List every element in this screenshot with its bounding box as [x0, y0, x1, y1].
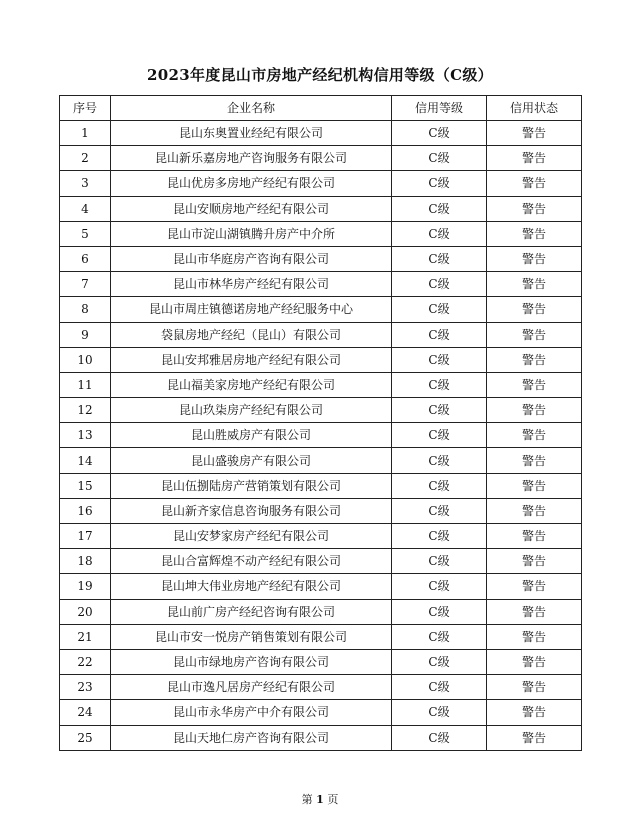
cell-serial-no: 17 [60, 524, 111, 549]
cell-credit-status: 警告 [487, 146, 582, 171]
cell-credit-status: 警告 [487, 725, 582, 750]
cell-credit-grade: C级 [392, 196, 487, 221]
cell-serial-no: 21 [60, 624, 111, 649]
cell-company-name: 昆山市绿地房产咨询有限公司 [111, 649, 392, 674]
cell-credit-status: 警告 [487, 297, 582, 322]
cell-company-name: 昆山市永华房产中介有限公司 [111, 700, 392, 725]
cell-serial-no: 16 [60, 498, 111, 523]
cell-credit-grade: C级 [392, 549, 487, 574]
page-number-prefix: 第 [301, 793, 313, 806]
cell-serial-no: 10 [60, 347, 111, 372]
cell-credit-grade: C级 [392, 171, 487, 196]
cell-company-name: 昆山市林华房产经纪有限公司 [111, 272, 392, 297]
cell-serial-no: 13 [60, 423, 111, 448]
cell-credit-grade: C级 [392, 498, 487, 523]
table-row [60, 121, 582, 146]
credit-rating-table [59, 95, 582, 751]
cell-company-name: 昆山新齐家信息咨询服务有限公司 [111, 498, 392, 523]
cell-company-name: 昆山东奥置业经纪有限公司 [111, 121, 392, 146]
table-row [60, 196, 582, 221]
cell-credit-grade: C级 [392, 700, 487, 725]
table-body [60, 121, 582, 751]
cell-credit-grade: C级 [392, 347, 487, 372]
table-row [60, 549, 582, 574]
cell-credit-grade: C级 [392, 297, 487, 322]
cell-credit-grade: C级 [392, 599, 487, 624]
cell-credit-status: 警告 [487, 549, 582, 574]
cell-serial-no: 7 [60, 272, 111, 297]
cell-credit-grade: C级 [392, 624, 487, 649]
table-row [60, 725, 582, 750]
cell-credit-status: 警告 [487, 574, 582, 599]
cell-company-name: 昆山安邦雅居房地产经纪有限公司 [111, 347, 392, 372]
table-row [60, 297, 582, 322]
cell-credit-grade: C级 [392, 372, 487, 397]
cell-credit-status: 警告 [487, 599, 582, 624]
table-row [60, 423, 582, 448]
table-row [60, 700, 582, 725]
cell-company-name: 昆山合富辉煌不动产经纪有限公司 [111, 549, 392, 574]
cell-credit-status: 警告 [487, 524, 582, 549]
table-row [60, 599, 582, 624]
table-row [60, 272, 582, 297]
cell-serial-no: 19 [60, 574, 111, 599]
cell-credit-status: 警告 [487, 171, 582, 196]
cell-credit-status: 警告 [487, 347, 582, 372]
cell-serial-no: 12 [60, 398, 111, 423]
cell-credit-grade: C级 [392, 574, 487, 599]
table-row [60, 473, 582, 498]
table-row [60, 498, 582, 523]
table-row [60, 146, 582, 171]
cell-company-name: 昆山新乐嘉房地产咨询服务有限公司 [111, 146, 392, 171]
cell-credit-status: 警告 [487, 121, 582, 146]
cell-credit-status: 警告 [487, 221, 582, 246]
table-row [60, 322, 582, 347]
cell-serial-no: 15 [60, 473, 111, 498]
cell-serial-no: 3 [60, 171, 111, 196]
cell-credit-status: 警告 [487, 675, 582, 700]
cell-credit-grade: C级 [392, 146, 487, 171]
table-row [60, 624, 582, 649]
header-serial-no: 序号 [60, 96, 111, 121]
cell-credit-status: 警告 [487, 246, 582, 271]
page-number [0, 791, 640, 807]
cell-credit-status: 警告 [487, 624, 582, 649]
cell-credit-status: 警告 [487, 196, 582, 221]
cell-credit-status: 警告 [487, 498, 582, 523]
cell-credit-status: 警告 [487, 423, 582, 448]
cell-serial-no: 18 [60, 549, 111, 574]
table-row [60, 221, 582, 246]
cell-company-name: 袋鼠房地产经纪（昆山）有限公司 [111, 322, 392, 347]
header-company-name: 企业名称 [111, 96, 392, 121]
cell-company-name: 昆山伍捌陆房产营销策划有限公司 [111, 473, 392, 498]
cell-company-name: 昆山市淀山湖镇腾升房产中介所 [111, 221, 392, 246]
cell-company-name: 昆山胜威房产有限公司 [111, 423, 392, 448]
cell-company-name: 昆山市逸凡居房产经纪有限公司 [111, 675, 392, 700]
table-row [60, 524, 582, 549]
cell-serial-no: 11 [60, 372, 111, 397]
page-title: 2023年度昆山市房地产经纪机构信用等级（C级） [147, 66, 493, 84]
table-row [60, 574, 582, 599]
table-row [60, 448, 582, 473]
cell-credit-grade: C级 [392, 448, 487, 473]
cell-company-name: 昆山前广房产经纪咨询有限公司 [111, 599, 392, 624]
table-row [60, 347, 582, 372]
cell-credit-grade: C级 [392, 675, 487, 700]
cell-credit-status: 警告 [487, 448, 582, 473]
cell-company-name: 昆山市华庭房产咨询有限公司 [111, 246, 392, 271]
cell-credit-grade: C级 [392, 649, 487, 674]
cell-serial-no: 24 [60, 700, 111, 725]
cell-credit-status: 警告 [487, 398, 582, 423]
table-row [60, 649, 582, 674]
cell-serial-no: 25 [60, 725, 111, 750]
cell-serial-no: 6 [60, 246, 111, 271]
cell-credit-grade: C级 [392, 121, 487, 146]
cell-credit-grade: C级 [392, 221, 487, 246]
page-number-value: 1 [316, 793, 324, 806]
table-row [60, 675, 582, 700]
header-credit-grade: 信用等级 [392, 96, 487, 121]
table-row [60, 171, 582, 196]
cell-company-name: 昆山盛骏房产有限公司 [111, 448, 392, 473]
cell-credit-status: 警告 [487, 700, 582, 725]
cell-serial-no: 23 [60, 675, 111, 700]
cell-credit-status: 警告 [487, 322, 582, 347]
cell-serial-no: 2 [60, 146, 111, 171]
cell-credit-status: 警告 [487, 473, 582, 498]
cell-company-name: 昆山市安一悦房产销售策划有限公司 [111, 624, 392, 649]
cell-serial-no: 9 [60, 322, 111, 347]
table-row [60, 372, 582, 397]
table-row [60, 246, 582, 271]
cell-company-name: 昆山市周庄镇德诺房地产经纪服务中心 [111, 297, 392, 322]
page-number-suffix: 页 [327, 793, 339, 806]
cell-credit-grade: C级 [392, 423, 487, 448]
cell-company-name: 昆山天地仁房产咨询有限公司 [111, 725, 392, 750]
cell-credit-grade: C级 [392, 322, 487, 347]
cell-credit-status: 警告 [487, 372, 582, 397]
cell-credit-status: 警告 [487, 649, 582, 674]
cell-credit-grade: C级 [392, 473, 487, 498]
cell-serial-no: 22 [60, 649, 111, 674]
cell-serial-no: 1 [60, 121, 111, 146]
cell-credit-grade: C级 [392, 725, 487, 750]
cell-serial-no: 20 [60, 599, 111, 624]
cell-serial-no: 5 [60, 221, 111, 246]
cell-company-name: 昆山玖柒房产经纪有限公司 [111, 398, 392, 423]
cell-credit-status: 警告 [487, 272, 582, 297]
header-credit-status: 信用状态 [487, 96, 582, 121]
cell-company-name: 昆山福美家房地产经纪有限公司 [111, 372, 392, 397]
cell-company-name: 昆山优房多房地产经纪有限公司 [111, 171, 392, 196]
cell-credit-grade: C级 [392, 246, 487, 271]
cell-company-name: 昆山安顺房地产经纪有限公司 [111, 196, 392, 221]
cell-company-name: 昆山坤大伟业房地产经纪有限公司 [111, 574, 392, 599]
cell-serial-no: 4 [60, 196, 111, 221]
cell-serial-no: 14 [60, 448, 111, 473]
cell-credit-grade: C级 [392, 398, 487, 423]
cell-credit-grade: C级 [392, 524, 487, 549]
table-row [60, 398, 582, 423]
table-header-row [60, 96, 582, 121]
cell-serial-no: 8 [60, 297, 111, 322]
cell-credit-grade: C级 [392, 272, 487, 297]
cell-company-name: 昆山安梦家房产经纪有限公司 [111, 524, 392, 549]
